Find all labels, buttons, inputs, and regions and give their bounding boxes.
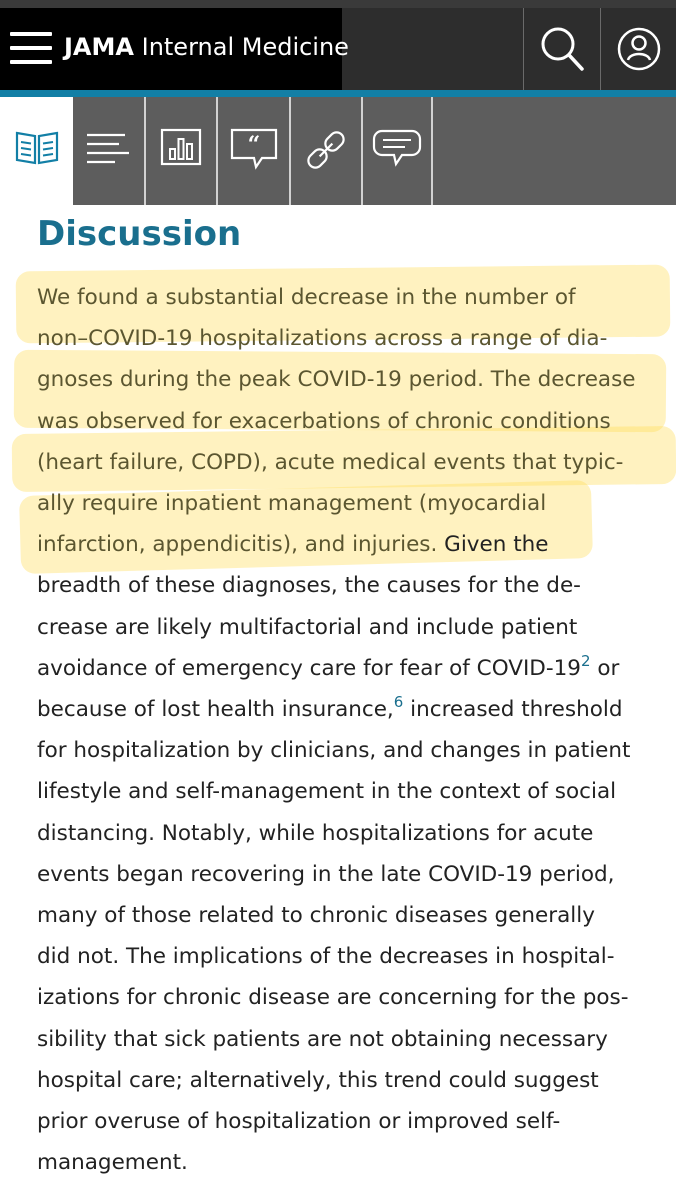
tab-figures[interactable] (146, 97, 218, 205)
outline-icon (85, 127, 133, 167)
text-segment: or (590, 655, 620, 681)
comments-icon (372, 127, 422, 171)
figures-icon (158, 127, 206, 167)
text-line: izations for chronic disease are concerning for the pos- (37, 985, 629, 1011)
section-heading: Discussion (37, 214, 242, 254)
journal-title[interactable] (64, 32, 349, 62)
text-line: breadth of these diagnoses, the causes for the de- (37, 573, 581, 599)
search-icon (538, 25, 586, 73)
status-strip (0, 0, 676, 8)
text-segment: increased threshold (403, 697, 623, 723)
brand-area (0, 8, 349, 90)
text-line: gnoses during the peak COVID-19 period. The decrease (37, 367, 636, 393)
text-line: prior overuse of hospitalization or improved self- (37, 1109, 561, 1135)
text-line: non–COVID-19 hospitalizations across a range of dia- (37, 326, 608, 352)
account-button[interactable] (600, 8, 676, 90)
text-line (37, 648, 667, 689)
reference-link[interactable]: 6 (393, 693, 404, 712)
text-line: crease are likely multifactorial and include patient (37, 614, 578, 640)
citation-icon (229, 127, 279, 171)
site-header (0, 8, 676, 90)
article-body (37, 277, 667, 1183)
text-line: did not. The implications of the decreases in hospital- (37, 944, 615, 970)
user-icon (615, 25, 663, 73)
tab-outline[interactable] (73, 97, 146, 205)
tab-cite[interactable] (218, 97, 291, 205)
text-segment: Given the (437, 532, 549, 558)
text-line: sibility that sick patients are not obtaining necessary (37, 1026, 608, 1052)
svg-text:“: “ (247, 132, 261, 158)
text-line: We found a substantial decrease in the number of (37, 285, 576, 310)
text-line: for hospitalization by clinicians, and changes in patient (37, 738, 631, 764)
text-line: many of those related to chronic diseases generally (37, 903, 595, 929)
text-line (37, 689, 667, 730)
reference-link[interactable]: 2 (580, 651, 591, 670)
text-line: (heart failure, COPD), acute medical events that typic- (37, 449, 624, 475)
journal-title-rest: Internal Medicine (141, 33, 349, 61)
link-icon (303, 127, 349, 173)
text-line: hospital care; alternatively, this trend could suggest (37, 1067, 599, 1093)
text-line (37, 524, 667, 565)
menu-icon[interactable] (10, 30, 52, 66)
tab-share[interactable] (291, 97, 363, 205)
text-line: distancing. Notably, while hospitalizations for acute (37, 820, 594, 846)
accent-bar (0, 90, 676, 97)
text-segment: avoidance of emergency care for fear of COVID-19 (37, 655, 581, 681)
article-toolbar (0, 97, 676, 205)
text-line: management. (37, 1150, 188, 1176)
tab-comments[interactable] (363, 97, 433, 205)
text-line: ally require inpatient management (myocardial (37, 491, 547, 517)
text-line: lifestyle and self-management in the context of social (37, 779, 617, 805)
journal-title-bold: JAMA (64, 33, 134, 61)
text-line: was observed for exacerbations of chronic conditions (37, 408, 611, 434)
text-line: events began recovering in the late COVID-19 period, (37, 861, 615, 887)
tab-article[interactable] (0, 97, 73, 205)
text-segment: because of lost health insurance, (37, 697, 394, 723)
highlighted-text: infarction, appendicitis), and injuries. (37, 532, 438, 558)
search-button[interactable] (523, 8, 600, 90)
article-icon (13, 127, 61, 167)
